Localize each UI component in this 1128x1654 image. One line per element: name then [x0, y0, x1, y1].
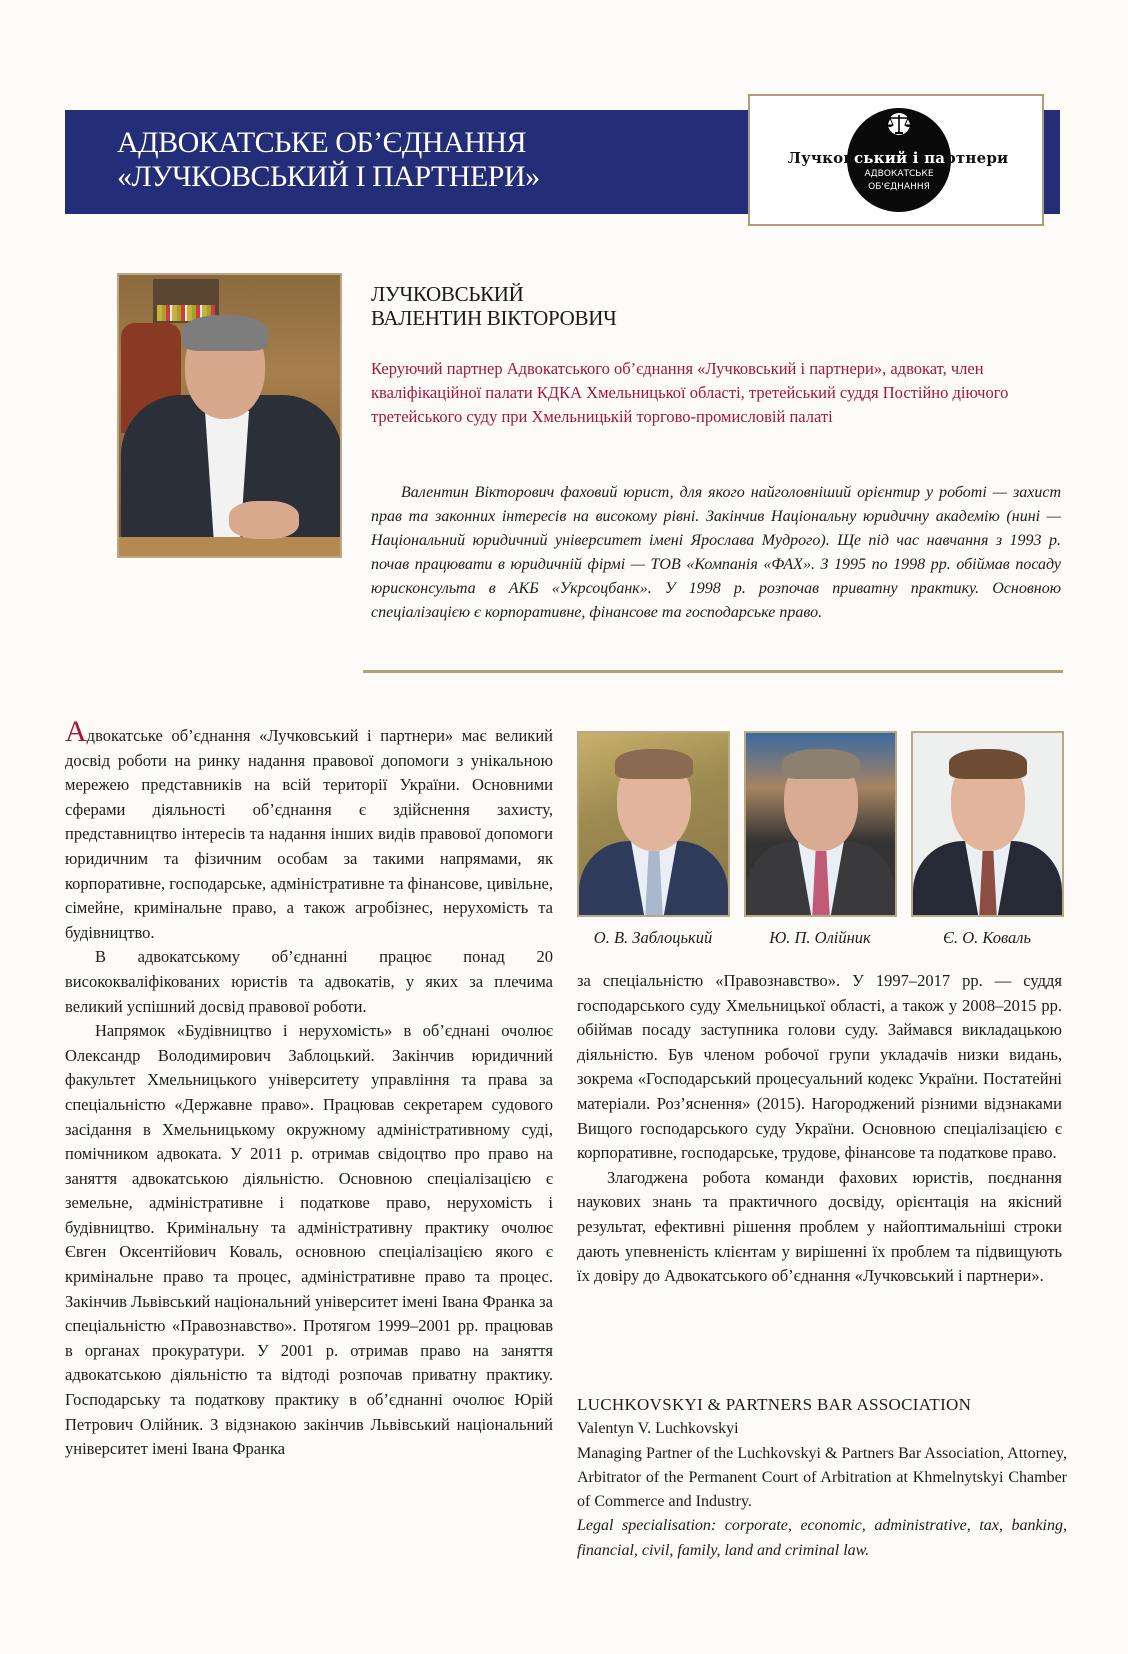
team-photo-zablotskyi — [577, 731, 730, 917]
logo-subtitle: АДВОКАТСЬКЕ ОБ'ЄДНАННЯ — [864, 169, 934, 192]
article-paragraph: В адвокатському об’єднанні працює понад 20 висококваліфікованих юристів та адвокатів, у яких за плечима великий успішний досвід правової роботи. — [65, 947, 553, 1016]
drop-cap: А — [65, 715, 87, 748]
page-title — [117, 126, 717, 194]
english-title: LUCHKOVSKYI & PARTNERS BAR ASSOCIATION — [577, 1395, 972, 1414]
article-paragraph: Адвокатське об’єднання «Лучковський і партнери» має великий досвід роботи на ринку надання правової допомоги з унікальною мережею представників на всій території України. Основними сферами діяльності об’єднання є здійснення захисту, представництво інтересів та надання інших видів правової допомоги юридичним та фізичним особам за такими напрямами, як корпоративне, господарське, адміністративне та фінансове, цивільне, сімейне, кримінальне право, а також агробізнес, нерухомість та будівництво. — [65, 715, 553, 942]
title-line-2: «ЛУЧКОВСЬКИЙ І ПАРТНЕРИ» — [117, 160, 540, 193]
article-paragraph: Напрямок «Будівництво і нерухомість» в об’єднані очолює Олександр Володимирович Заблоцький. Закінчив юридичний факультет Хмельницького університету управління та права за спеціальністю «Державне право». Працював секретарем судового засідання в Хмельницькому окружному адміністративному суді, помічником адвоката. У 2011 р. отримав свідоцтво про право на заняття адвокатською діяльністю. Основною спеціалізацією є земельне, адміністративне і податкове право, нерухомість і будівництво. Кримінальну та адміністративну практику очолює Євген Оксентійович Коваль, основною спеціалізацією якого є кримінальне право та процес, адміністративне право та процес. Закінчив Львівський національний університет імені Івана Франка за спеціальністю «Правознавство». Протягом 1999–2001 рр. працював в органах прокуратури. У 2001 р. отримав право на заняття адвокатською діяльністю та відтоді розпочав приватну практику. Господарську та податкову практику в об’єднанні очолює Юрій Петрович Олійник. З відзнакою закінчив Львівський національний університет імені Івана Франка — [65, 1021, 553, 1459]
logo-wordmark: Лучковський і партнери — [787, 149, 1009, 167]
article-right-column — [577, 969, 1062, 1289]
article-paragraph: Злагоджена робота команди фахових юристів, поєднання наукових знань та практичного досвіду, орієнтація на якісний результат, ефективні рішення проблем у найоптимальніші строки дають упевненість клієнтам у вирішенні їх проблем та підвищують їх довіру до Адвокатського об’єднання «Лучковський і партнери». — [577, 1167, 1062, 1286]
english-role: Managing Partner of the Luchkovskyi & Partners Bar Association, Attorney, Arbitrator of the Permanent Court of Arbitration at Khmelnytskyi Chamber of Commerce and Industry. — [577, 1444, 1067, 1511]
scales-of-justice-icon — [883, 112, 915, 140]
team-photo-koval — [911, 731, 1064, 917]
english-summary — [577, 1393, 1067, 1563]
team-photo-oliinyk — [744, 731, 897, 917]
section-divider — [363, 670, 1063, 673]
given-names: ВАЛЕНТИН ВІКТОРОВИЧ — [371, 306, 617, 330]
person-role: Керуючий партнер Адвокатського об’єднання «Лучковський і партнери», адвокат, член кваліфікаційної палати КДКА Хмельницької області, третейський суддя Постійно діючого третейського суду при Хмельницькій торгово-промисловій палаті — [371, 359, 1009, 426]
person-bio: Валентин Вікторович фаховий юрист, для якого найголовніший орієнтир у роботі — захист прав та законних інтересів на високому рівні. Закінчив Національну юридичну академію (нині — Національний юридичний університет імені Ярослава Мудрого). Ще під час навчання з 1993 р. почав працювати в юридичній фірмі — ТОВ «Компанія «ФАХ». З 1995 по 1998 рр. обіймав посаду юрисконсульта в АКБ «Укрсоцбанк». У 1998 р. розпочав приватну практику. Основною спеціалізацією є корпоративне, фінансове та господарське право. — [371, 484, 1061, 621]
title-line-1: АДВОКАТСЬКЕ ОБ’ЄДНАННЯ — [117, 126, 527, 159]
english-legal-specialisation: Legal specialisation: corporate, economic, administrative, tax, banking, financial, civil, family, land and criminal law. — [577, 1517, 1067, 1559]
team-caption: Ю. П. Олійник — [769, 928, 871, 947]
article-left-column — [65, 715, 553, 1462]
portrait-photo — [117, 273, 342, 558]
person-name — [371, 282, 971, 330]
firm-logo — [748, 94, 1044, 226]
team-caption: Є. О. Коваль — [942, 928, 1032, 947]
article-paragraph: за спеціальністю «Правознавство». У 1997–2017 рр. — суддя господарського суду Хмельницької області, а також у 2008–2015 рр. обіймав посаду заступника голови суду. Займався викладацькою діяльністю. Був членом робочої групи укладачів низки видань, зокрема «Господарський процесуальний кодекс України. Постатейні матеріали. Роз’яснення» (2015). Нагороджений різними відзнаками Вищого господарського суду України. Основною спеціалізацією є корпоративне, господарське, трудове, фінансове та податкове право. — [577, 971, 1062, 1163]
english-name: Valentyn V. Luchkovskyi — [577, 1420, 739, 1438]
team-caption: О. В. Заблоцький — [593, 928, 713, 947]
surname: ЛУЧКОВСЬКИЙ — [371, 282, 524, 306]
